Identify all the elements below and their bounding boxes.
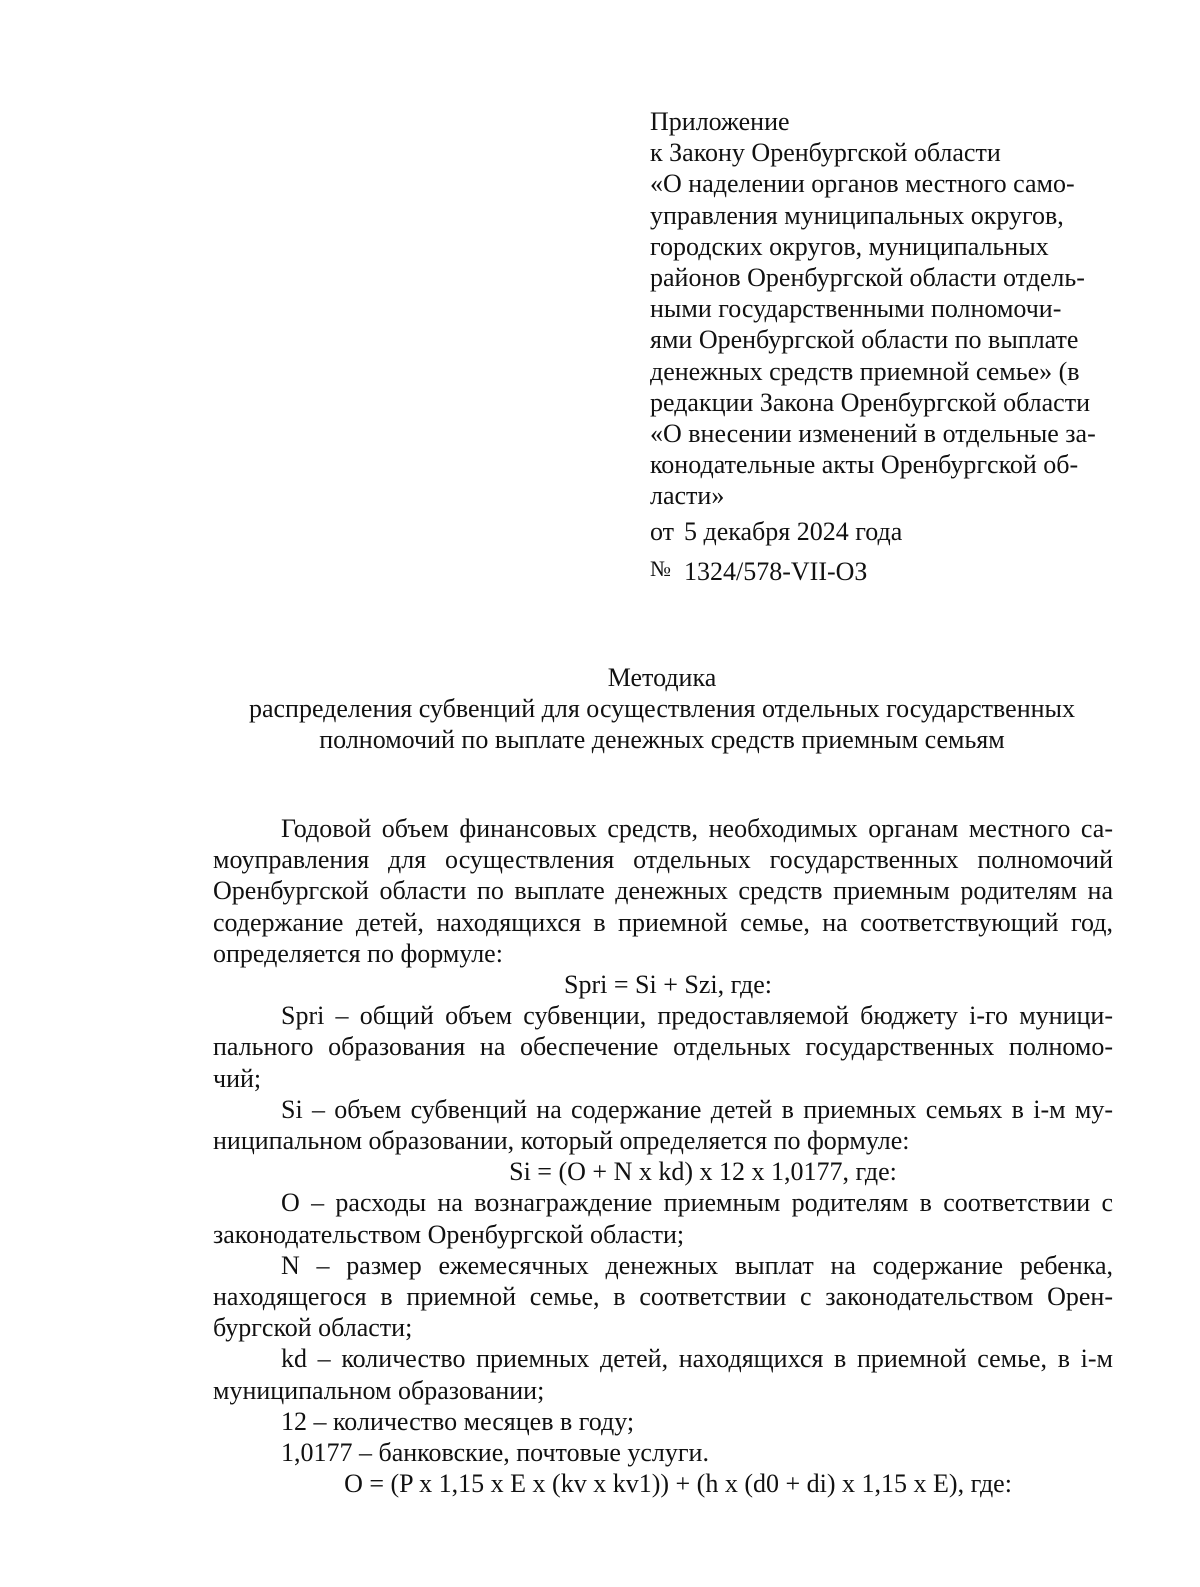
paragraph-kd — [213, 1343, 1113, 1405]
text-line: определяется по формуле: — [213, 938, 503, 968]
number-label: № — [650, 555, 671, 581]
document-title — [0, 662, 1200, 755]
text-line: ниципальном образовании, который определяется по формуле: — [213, 1126, 910, 1156]
text-line: бургской области; — [213, 1313, 413, 1343]
appendix-line: ласти» — [650, 481, 725, 511]
title-line-1: Методика — [607, 663, 717, 692]
text-line: O – расходы на вознаграждение приемным родителям в соответствии с — [281, 1188, 1113, 1218]
paragraph-n — [213, 1250, 1113, 1344]
appendix-line: городских округов, муниципальных — [650, 231, 1049, 261]
text-line: N – размер ежемесячных денежных выплат на содержание ребенка, — [281, 1250, 1113, 1280]
appendix-line: конодательные акты Оренбургской об- — [650, 450, 1079, 480]
text-line: находящегося в приемной семье, в соответствии с законодательством Орен- — [213, 1282, 1113, 1312]
text-line: содержание детей, находящихся в приемной семье, на соответствующий год, — [213, 907, 1113, 937]
appendix-header — [650, 106, 1130, 587]
paragraph-si — [213, 1094, 1113, 1156]
text-line: законодательством Оренбургской области; — [213, 1219, 685, 1249]
paragraph-spri — [213, 1000, 1113, 1094]
appendix-line: «О наделении органов местного само- — [650, 169, 1075, 199]
appendix-line: к Закону Оренбургской области — [650, 138, 1001, 168]
text-line: Si – объем субвенций на содержание детей в приемных семьях в i-м му- — [281, 1094, 1113, 1124]
text-line: Годовой объем финансовых средств, необходимых органам местного са- — [281, 814, 1113, 843]
text-line: муниципальном образовании; — [213, 1375, 545, 1405]
text-line: Оренбургской области по выплате денежных средств приемным родителям на — [213, 876, 1113, 906]
title-line-2: распределения субвенций для осуществления отдельных государственных — [248, 694, 1076, 723]
title-line-3: полномочий по выплате денежных средств приемным семьям — [319, 725, 1005, 754]
paragraph-bank-fees: 1,0177 – банковские, почтовые услуги. — [281, 1438, 709, 1468]
law-number — [650, 553, 1130, 587]
paragraph-months: 12 – количество месяцев в году; — [281, 1406, 635, 1436]
number-value: 1324/578-VII-ОЗ — [684, 556, 868, 586]
law-date — [650, 516, 1130, 547]
appendix-line: редакции Закона Оренбургской области — [650, 387, 1090, 417]
appendix-line: районов Оренбургской области отдель- — [650, 263, 1085, 293]
document-body — [213, 813, 1113, 1499]
appendix-line: Приложение — [650, 107, 790, 136]
appendix-line: денежных средств приемной семье» (в — [650, 356, 1080, 386]
date-value: 5 декабря 2024 года — [684, 516, 903, 546]
appendix-line: ями Оренбургской области по выплате — [650, 325, 1079, 355]
paragraph-o — [213, 1187, 1113, 1249]
formula-o: O = (P x 1,15 x E x (kv x kv1)) + (h x (d0 + di) x 1,15 x E), где: — [344, 1469, 1012, 1499]
text-line: пального образования на обеспечение отдельных государственных полномо- — [213, 1032, 1113, 1062]
appendix-line: ными государственными полномочи- — [650, 294, 1062, 324]
text-line: Spri – общий объем субвенции, предоставляемой бюджету i-го муници- — [281, 1001, 1113, 1031]
appendix-line: управления муниципальных округов, — [650, 200, 1064, 230]
formula-spri: Spri = Si + Szi, где: — [564, 970, 772, 1000]
appendix-line: «О внесении изменений в отдельные за- — [650, 419, 1096, 449]
text-line: моуправления для осуществления отдельных государственных полномочий — [213, 845, 1113, 875]
text-line: kd – количество приемных детей, находящихся в приемной семье, в i-м — [281, 1344, 1113, 1374]
formula-si: Si = (O + N x kd) x 12 x 1,0177, где: — [509, 1157, 897, 1187]
date-label: от — [650, 516, 675, 546]
paragraph-intro — [213, 813, 1113, 969]
text-line: чий; — [213, 1063, 262, 1093]
